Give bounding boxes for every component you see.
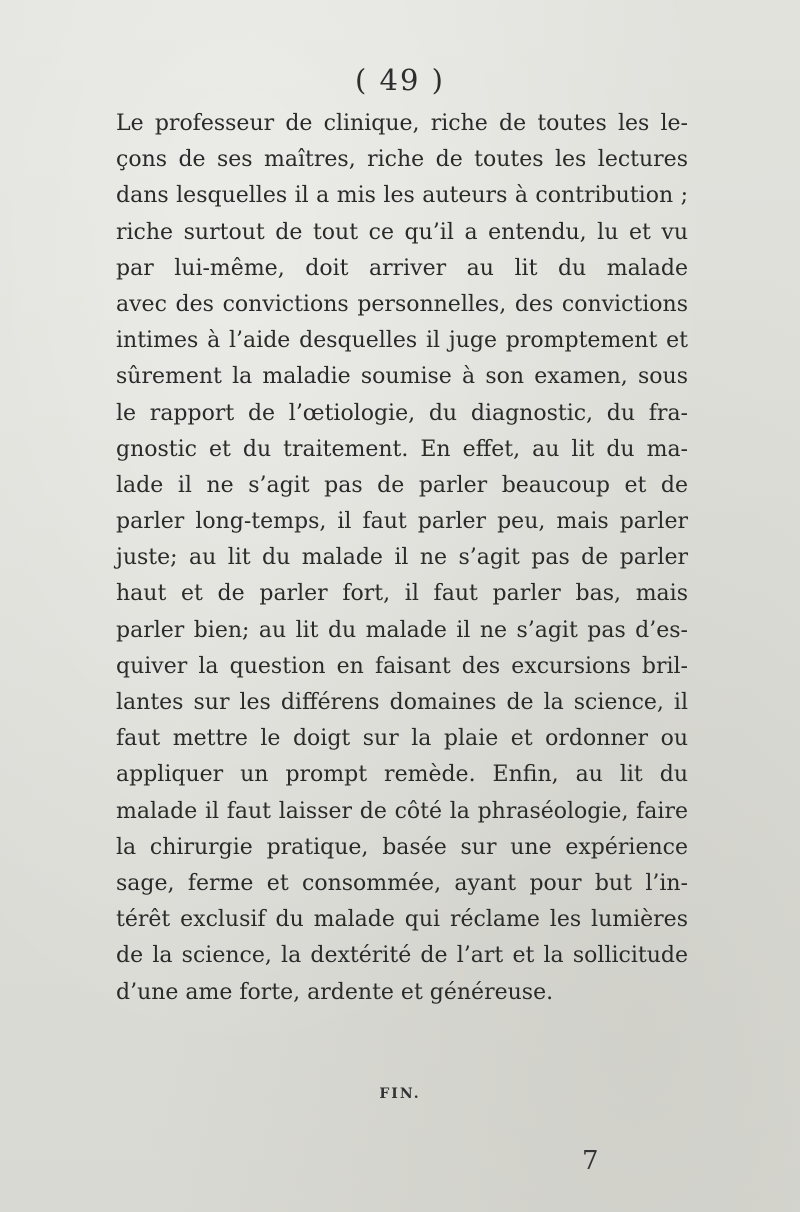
text-line: intimes à l’aide desquelles il juge promptement et [116, 328, 688, 354]
text-line: çons de ses maîtres, riche de toutes les lectures [116, 147, 688, 173]
text-line: dans lesquelles il a mis les auteurs à contribution ; [116, 183, 688, 209]
text-line: riche surtout de tout ce qu’il a entendu, lu et vu [116, 219, 688, 245]
text-line: le rapport de l’œtiologie, du diagnostic, du fra- [116, 400, 688, 426]
text-line: lade il ne s’agit pas de parler beaucoup et de [116, 472, 688, 498]
text-line-last: d’une ame forte, ardente et généreuse. [116, 979, 554, 1005]
text-line: sage, ferme et consommée, ayant pour but l’in- [116, 870, 688, 896]
text-line: la chirurgie pratique, basée sur une expérience [116, 834, 688, 860]
text-line: appliquer un prompt remède. Enfin, au lit du [116, 762, 688, 788]
signature-mark: 7 [582, 1146, 599, 1176]
page-number: ( 49 ) [355, 63, 445, 97]
text-line: haut et de parler fort, il faut parler bas, mais [116, 581, 688, 607]
text-line: par lui-même, doit arriver au lit du malade [116, 255, 688, 281]
text-line: parler long-temps, il faut parler peu, mais parler [116, 509, 688, 535]
text-line: sûrement la maladie soumise à son examen, sous [116, 364, 688, 390]
text-line: faut mettre le doigt sur la plaie et ordonner ou [116, 726, 688, 752]
text-line: quiver la question en faisant des excursions bril- [116, 653, 688, 679]
text-line: Le professeur de clinique, riche de toutes les le- [116, 111, 688, 136]
text-line: parler bien; au lit du malade il ne s’agit pas d’es- [116, 617, 688, 643]
text-line: térêt exclusif du malade qui réclame les lumières [116, 907, 688, 933]
end-marker: FIN. [379, 1086, 421, 1102]
text-line: lantes sur les différens domaines de la science, il [116, 690, 688, 715]
text-line: juste; au lit du malade il ne s’agit pas de parler [116, 545, 688, 571]
text-line: gnostic et du traitement. En effet, au lit du ma- [116, 436, 688, 462]
text-line: de la science, la dextérité de l’art et la sollicitude [116, 943, 688, 969]
body-paragraph [116, 106, 688, 1011]
text-line: malade il faut laisser de côté la phraséologie, faire [116, 798, 688, 824]
text-line: avec des convictions personnelles, des convictions [116, 291, 688, 317]
